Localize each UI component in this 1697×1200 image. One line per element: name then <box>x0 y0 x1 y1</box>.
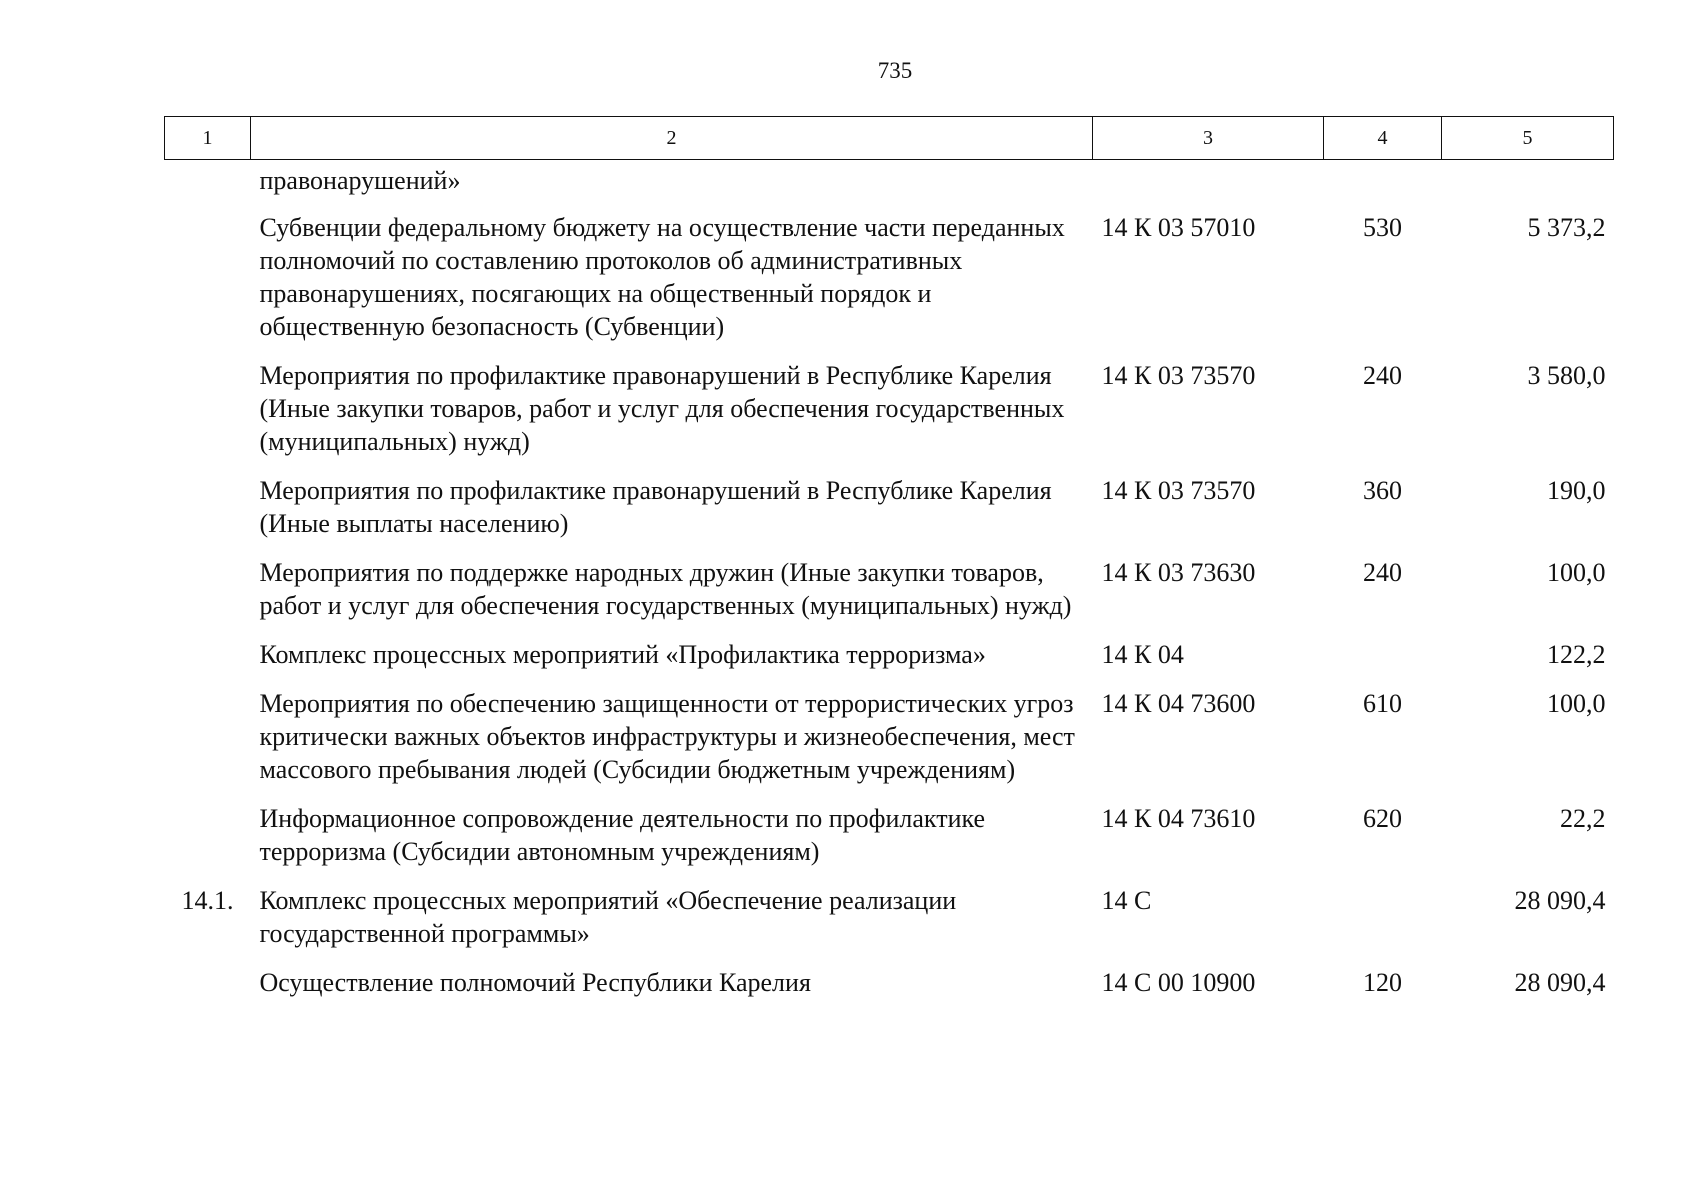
row-name: Осуществление полномочий Республики Карелия <box>259 968 811 997</box>
row-type <box>1324 884 1442 966</box>
row-code: 14 К 04 73610 <box>1101 804 1256 833</box>
row-code <box>1093 160 1324 212</box>
page-number: 735 <box>877 58 913 83</box>
row-type: 240 <box>1363 361 1402 390</box>
row-amount: 22,2 <box>1560 804 1606 833</box>
row-name: Мероприятия по профилактике правонарушений в Республике Карелия (Иные закупки товаров, работ и услуг для обеспечения государственных (муниципальных) нужд) <box>259 361 1065 456</box>
row-number <box>165 638 251 687</box>
row-name: Мероприятия по поддержке народных дружин (Иные закупки товаров, работ и услуг для обеспечения государственных (муниципальных) нужд) <box>259 558 1072 620</box>
row-amount: 3 580,0 <box>1527 361 1606 390</box>
row-code: 14 С 00 10900 <box>1101 968 1256 997</box>
row-amount: 28 090,4 <box>1514 968 1606 997</box>
row-type <box>1324 638 1442 687</box>
row-code: 14 К 03 73570 <box>1101 361 1256 390</box>
row-amount: 5 373,2 <box>1527 213 1606 242</box>
header-cell-3: 3 <box>1093 117 1324 160</box>
row-number <box>165 359 251 474</box>
budget-table <box>164 116 1614 1015</box>
table-row <box>165 802 1614 884</box>
row-number <box>165 802 251 884</box>
row-name: Мероприятия по обеспечению защищенности от террористических угроз критически важных объектов инфраструктуры и жизнеобеспечения, мест массового пребывания людей (Субсидии бюджетным учреждениям) <box>259 689 1075 784</box>
row-type: 120 <box>1363 968 1402 997</box>
header-cell-5: 5 <box>1442 117 1614 160</box>
table-row <box>165 359 1614 474</box>
table-header <box>165 117 1614 160</box>
row-amount: 100,0 <box>1547 689 1606 718</box>
header-cell-2: 2 <box>251 117 1093 160</box>
row-number: 14.1. <box>181 886 234 915</box>
row-number <box>165 474 251 556</box>
table-row <box>165 687 1614 802</box>
row-type: 360 <box>1363 476 1402 505</box>
table-row <box>165 474 1614 556</box>
row-type <box>1324 160 1442 212</box>
row-name: Субвенции федеральному бюджету на осуществление части переданных полномочий по составлению протоколов об административных правонарушениях, посягающих на общественный порядок и общественную безопасность (Субвенции) <box>259 213 1065 341</box>
table-row <box>165 966 1614 1015</box>
row-code: 14 К 03 73630 <box>1101 558 1256 587</box>
row-number <box>165 211 251 359</box>
row-number <box>165 160 251 212</box>
table-row <box>165 211 1614 359</box>
row-type: 240 <box>1363 558 1402 587</box>
row-number <box>165 966 251 1015</box>
row-amount: 190,0 <box>1547 476 1606 505</box>
row-code: 14 К 04 73600 <box>1101 689 1256 718</box>
table-row <box>165 160 1614 212</box>
row-name: Мероприятия по профилактике правонарушений в Республике Карелия (Иные выплаты населению) <box>259 476 1052 538</box>
row-code: 14 С <box>1101 886 1152 915</box>
header-cell-1: 1 <box>165 117 251 160</box>
table-row <box>165 638 1614 687</box>
row-amount <box>1442 160 1614 212</box>
table-body <box>165 160 1614 1016</box>
row-amount: 28 090,4 <box>1514 886 1606 915</box>
row-type: 610 <box>1363 689 1402 718</box>
row-code: 14 К 04 <box>1101 640 1184 669</box>
header-row <box>165 117 1614 160</box>
row-name: правонарушений» <box>259 166 461 195</box>
row-number <box>165 556 251 638</box>
row-amount: 122,2 <box>1547 640 1606 669</box>
row-amount: 100,0 <box>1547 558 1606 587</box>
row-name: Информационное сопровождение деятельности по профилактике терроризма (Субсидии автономным учреждениям) <box>259 804 986 866</box>
table-row <box>165 556 1614 638</box>
row-code: 14 К 03 73570 <box>1101 476 1256 505</box>
row-type: 620 <box>1363 804 1402 833</box>
row-type: 530 <box>1363 213 1402 242</box>
row-number <box>165 687 251 802</box>
row-code: 14 К 03 57010 <box>1101 213 1256 242</box>
header-cell-4: 4 <box>1324 117 1442 160</box>
table-row <box>165 884 1614 966</box>
row-name: Комплекс процессных мероприятий «Профилактика терроризма» <box>259 640 986 669</box>
row-name: Комплекс процессных мероприятий «Обеспечение реализации государственной программы» <box>259 886 957 948</box>
